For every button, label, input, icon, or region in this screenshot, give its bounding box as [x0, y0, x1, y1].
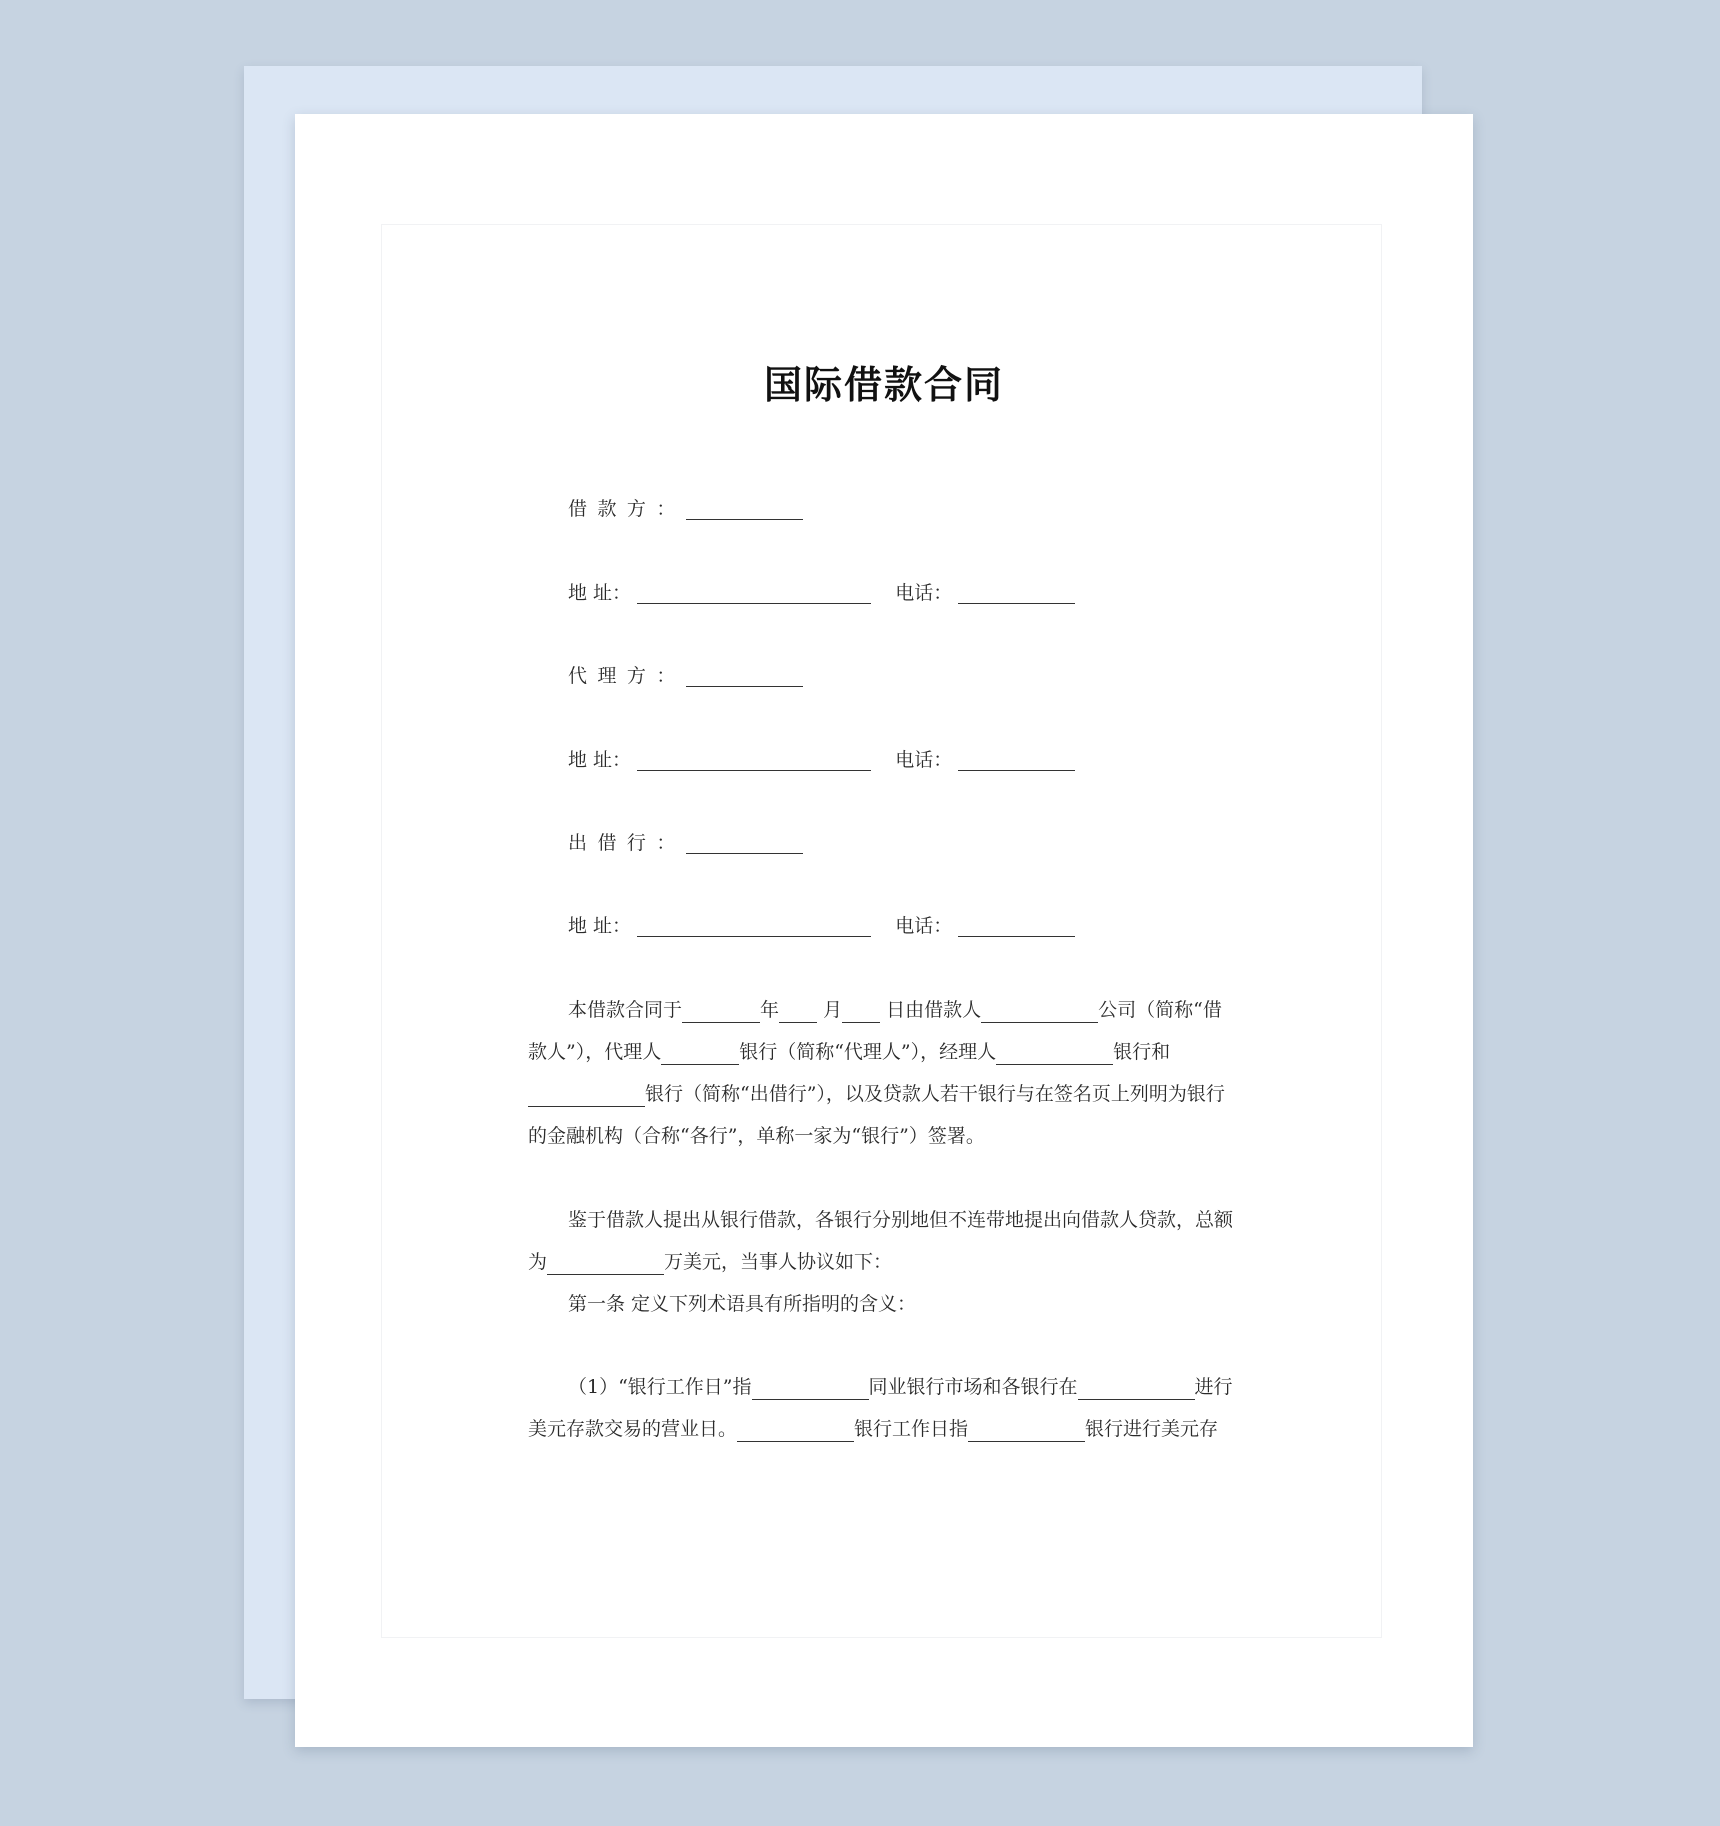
- intro-text: 银行（简称“代理人”），经理人: [739, 1041, 997, 1063]
- market-blank[interactable]: [752, 1375, 869, 1400]
- intro-paragraph: [528, 989, 1240, 1157]
- clause-text: 进行美元存款交易的营业日。: [528, 1376, 1233, 1440]
- agent-bank-blank[interactable]: [661, 1040, 739, 1065]
- lender-phone-blank[interactable]: [958, 914, 1075, 937]
- address-label: 地 址：: [568, 582, 632, 604]
- agent-phone-blank[interactable]: [958, 748, 1075, 771]
- lender-address-blank[interactable]: [637, 914, 871, 937]
- lender-address-line: [568, 911, 1075, 941]
- borrower-field: [568, 494, 803, 524]
- agent-field: [568, 661, 803, 691]
- amount-blank[interactable]: [547, 1250, 664, 1275]
- intro-text: 年: [760, 999, 780, 1021]
- day-blank[interactable]: [842, 998, 880, 1023]
- borrower-label: 借款方：: [568, 498, 686, 520]
- agent-address-blank[interactable]: [637, 748, 871, 771]
- intro-text: 日由借款人: [886, 999, 982, 1021]
- lender-label: 出借行：: [568, 832, 686, 854]
- address-label: 地 址：: [568, 749, 632, 771]
- month-blank[interactable]: [779, 998, 817, 1023]
- location-blank[interactable]: [1078, 1375, 1195, 1400]
- borrower-blank[interactable]: [686, 497, 803, 520]
- lender-bank-blank[interactable]: [528, 1082, 645, 1107]
- phone-label: 电话：: [895, 582, 953, 604]
- phone-label: 电话：: [895, 915, 953, 937]
- document-title: 国际借款合同: [763, 363, 1004, 407]
- clause-text: 银行工作日指: [854, 1418, 969, 1440]
- borrower-address-blank[interactable]: [637, 581, 871, 604]
- intro-text: 本借款合同于: [568, 999, 683, 1021]
- agent-label: 代理方：: [568, 665, 686, 687]
- whereas-text: 万美元，当事人协议如下：: [664, 1251, 893, 1273]
- year-blank[interactable]: [682, 998, 760, 1023]
- borrower-address-line: [568, 578, 1075, 608]
- address-label: 地 址：: [568, 915, 632, 937]
- phone-label: 电话：: [895, 749, 953, 771]
- intro-text: 公司（简称“借款人”），代理人: [528, 999, 1222, 1063]
- manager-bank-blank[interactable]: [996, 1040, 1113, 1065]
- whereas-paragraph: [528, 1199, 1240, 1283]
- city-blank[interactable]: [737, 1417, 854, 1442]
- document-page: [295, 114, 1473, 1747]
- article-1-text: 第一条 定义下列术语具有所指明的含义：: [568, 1293, 917, 1315]
- article-1-heading: [528, 1283, 1240, 1325]
- clause-text: 银行进行美元存: [1085, 1418, 1219, 1440]
- lender-field: [568, 828, 803, 858]
- agent-blank[interactable]: [686, 664, 803, 687]
- lender-blank[interactable]: [686, 831, 803, 854]
- intro-text: 月: [823, 999, 843, 1021]
- whereas-text: 鉴于借款人提出从银行借款，各银行分别地但不连带地提出向借款人贷款，总额为: [528, 1209, 1234, 1273]
- intro-text: 银行（简称“出借行”），以及贷款人若干银行与在签名页上列明为银行的金融机构（合称“各行”，单称一家为“银行”）签署。: [528, 1083, 1225, 1147]
- borrower-phone-blank[interactable]: [958, 581, 1075, 604]
- clause-1-paragraph: [528, 1366, 1240, 1450]
- borrower-name-blank[interactable]: [981, 998, 1098, 1023]
- agent-address-line: [568, 745, 1075, 775]
- intro-text: 银行和: [1113, 1041, 1171, 1063]
- clause-text: 同业银行市场和各银行在: [868, 1376, 1078, 1398]
- city-2-blank[interactable]: [968, 1417, 1085, 1442]
- clause-text: （1）“银行工作日”指: [568, 1376, 752, 1398]
